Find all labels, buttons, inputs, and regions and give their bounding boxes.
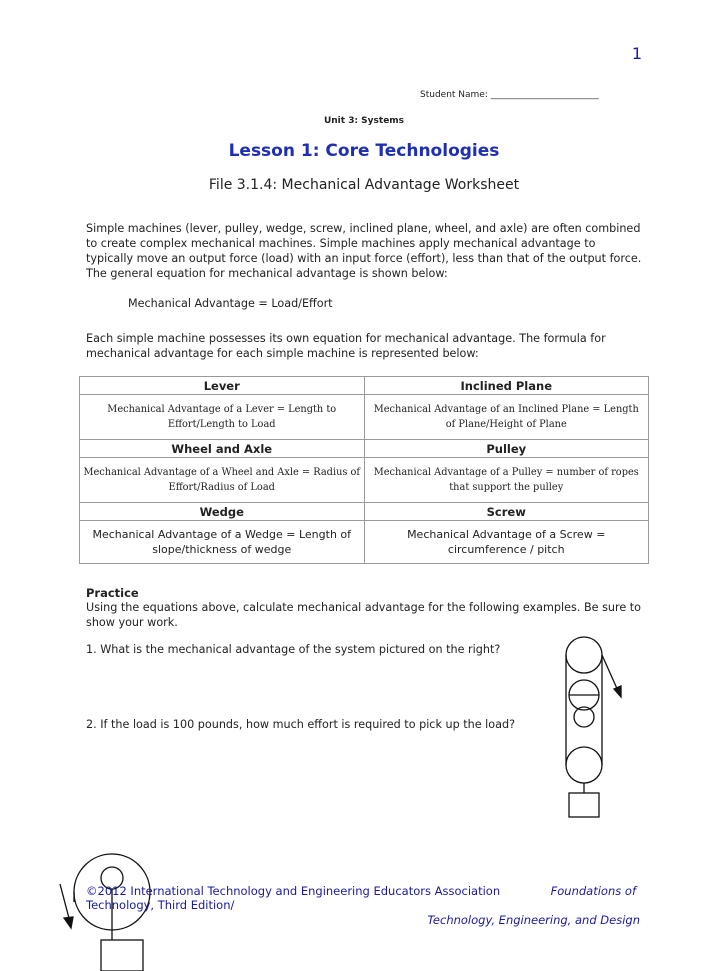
- intro-paragraph: Simple machines (lever, pulley, wedge, screw, inclined plane, wheel, and axle) are often combined to create complex mechanical machines. Simple machines apply mechanical advantage to typically move an output force (load) with an input force (effort), less than that of the output force. The general equation for mechanical advantage is shown below:: [86, 222, 642, 280]
- table-header-cell: Wedge: [80, 503, 365, 521]
- table-row: [80, 458, 649, 503]
- table-header-cell: Pulley: [364, 440, 649, 458]
- lesson-title: Lesson 1: Core Technologies: [228, 141, 500, 161]
- table-header-row: [80, 440, 649, 458]
- table-header-cell: Screw: [364, 503, 649, 521]
- table-cell: Mechanical Advantage of a Screw = circumference / pitch: [364, 521, 649, 564]
- footer-course-title-1: Foundations of: [550, 884, 636, 898]
- table-cell: Mechanical Advantage of a Lever = Length to Effort/Length to Load: [80, 395, 365, 440]
- question-2: 2. If the load is 100 pounds, how much effort is required to pick up the load?: [86, 718, 516, 731]
- practice-instructions: Using the equations above, calculate mechanical advantage for the following examples. Be sure to show your work.: [86, 601, 642, 629]
- table-header-row: [80, 377, 649, 395]
- table-cell: Mechanical Advantage of a Wheel and Axle = Radius of Effort/Radius of Load: [80, 458, 365, 503]
- student-name-label: Student Name: ________________________: [420, 90, 599, 100]
- unit-label: Unit 3: Systems: [323, 116, 405, 126]
- file-title: File 3.1.4: Mechanical Advantage Worksheet: [208, 177, 520, 193]
- top-pulley-icon: [566, 637, 602, 673]
- table-header-row: [80, 503, 649, 521]
- table-cell: Mechanical Advantage of an Inclined Plane = Length of Plane/Height of Plane: [364, 395, 649, 440]
- page-number: 1: [631, 44, 642, 63]
- table-header-cell: Inclined Plane: [364, 377, 649, 395]
- table-header-cell: Wheel and Axle: [80, 440, 365, 458]
- bottom-pulley-icon: [566, 747, 602, 783]
- question-1: 1. What is the mechanical advantage of the system pictured on the right?: [86, 643, 501, 656]
- table-row: [80, 395, 649, 440]
- table-cell: Mechanical Advantage of a Wedge = Length of slope/thickness of wedge: [80, 521, 365, 564]
- table-row: [80, 521, 649, 564]
- footer-course-title-2: Technology, Engineering, and Design: [427, 913, 640, 927]
- general-equation: Mechanical Advantage = Load/Effort: [128, 297, 333, 310]
- footer-copyright: ©2012 International Technology and Engineering Educators Association Technology, Third Edition/: [86, 884, 501, 912]
- load-box: [101, 940, 143, 971]
- pulley-system-diagram: [555, 625, 630, 825]
- practice-title: Practice: [86, 586, 139, 600]
- load-box: [569, 793, 599, 817]
- table-cell: Mechanical Advantage of a Pulley = number of ropes that support the pulley: [364, 458, 649, 503]
- table-header-cell: Lever: [80, 377, 365, 395]
- intro-paragraph-2: Each simple machine possesses its own equation for mechanical advantage. The formula for mechanical advantage for each simple machine is represented below:: [86, 332, 606, 360]
- mechanical-advantage-table: [79, 376, 649, 564]
